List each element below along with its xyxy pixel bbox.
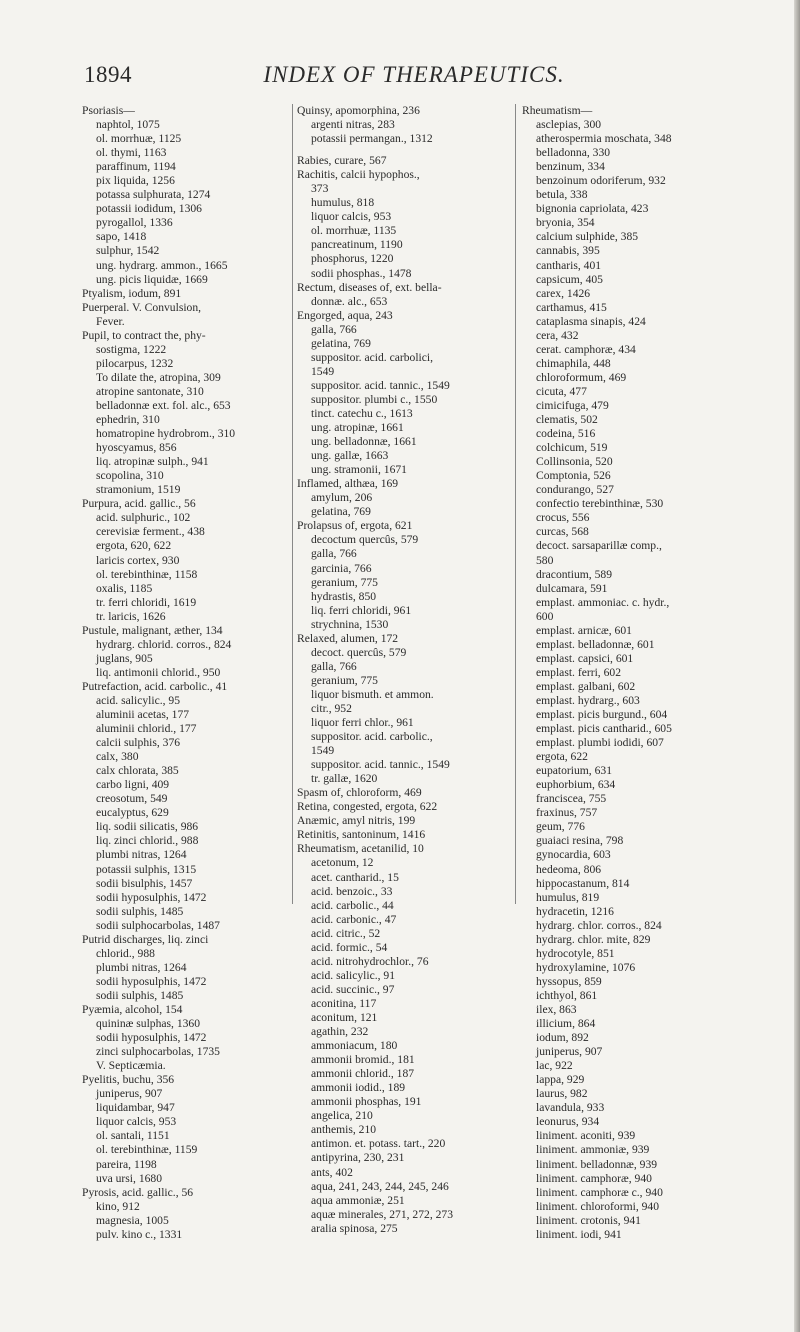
index-subentry: V. Septicæmia.	[96, 1059, 166, 1073]
index-subentry: lac, 922	[536, 1059, 573, 1073]
index-subentry: dracontium, 589	[536, 567, 612, 581]
index-subentry: liq. antimonii chlorid., 950	[96, 665, 221, 679]
index-subentry: ergota, 620, 622	[96, 539, 172, 553]
index-subentry: ung. picis liquidæ, 1669	[96, 272, 208, 286]
index-subentry: cerat. camphoræ, 434	[536, 342, 636, 356]
index-subentry: acid. formic., 54	[311, 940, 388, 954]
index-subentry: aluminii acetas, 177	[96, 708, 190, 722]
index-subentry: emplast. ferri, 602	[536, 665, 621, 679]
index-subentry: ants, 402	[311, 1165, 353, 1179]
index-subentry: ephedrin, 310	[96, 413, 160, 427]
index-subentry: creosotum, 549	[96, 792, 168, 806]
index-subentry: crocus, 556	[536, 511, 590, 525]
index-subentry: homatropine hydrobrom., 310	[96, 427, 236, 441]
index-subentry: bignonia capriolata, 423	[536, 202, 649, 216]
index-subentry: hydroxylamine, 1076	[536, 960, 636, 974]
index-subentry: emplast. capsici, 601	[536, 651, 634, 665]
index-subentry: benzinum, 334	[536, 160, 605, 174]
index-entry: Pyrosis, acid. gallic., 56	[82, 1185, 194, 1199]
index-subentry: garcinia, 766	[311, 561, 372, 575]
index-subentry: cera, 432	[536, 328, 579, 342]
index-subentry: ung. gallæ, 1663	[311, 449, 389, 463]
index-subentry: sodii hyposulphis, 1472	[96, 1031, 207, 1045]
index-subentry: Fever.	[96, 314, 125, 328]
index-subentry: ung. belladonnæ, 1661	[311, 435, 417, 449]
index-subentry: anthemis, 210	[311, 1123, 377, 1137]
index-subentry: tr. laricis, 1626	[96, 609, 166, 623]
index-subentry: ol. morrhuæ, 1135	[311, 224, 397, 238]
index-subentry: cimicifuga, 479	[536, 398, 609, 412]
index-subentry: cantharis, 401	[536, 258, 602, 272]
index-subentry: stramonium, 1519	[96, 483, 181, 497]
index-subentry: acetonum, 12	[311, 856, 374, 870]
index-subentry: liniment. camphoræ c., 940	[536, 1185, 663, 1199]
index-subentry: lavandula, 933	[536, 1101, 605, 1115]
index-subentry: galla, 766	[311, 659, 357, 673]
index-entry: Anæmic, amyl nitris, 199	[297, 814, 416, 828]
index-subentry: chimaphila, 448	[536, 356, 611, 370]
index-subentry: ol. thymi, 1163	[96, 146, 167, 160]
index-subentry: aconitina, 117	[311, 996, 377, 1010]
index-subentry: iodum, 892	[536, 1031, 589, 1045]
index-column-1	[82, 104, 292, 1242]
index-subentry: ol. morrhuæ, 1125	[96, 132, 182, 146]
index-entry: Rachitis, calcii hypophos.,	[297, 168, 420, 182]
index-entry: Pustule, malignant, æther, 134	[82, 623, 223, 637]
index-subentry: cannabis, 395	[536, 244, 600, 258]
index-subentry: capsicum, 405	[536, 272, 603, 286]
index-subentry: uva ursi, 1680	[96, 1171, 163, 1185]
index-subentry: acid. citric., 52	[311, 926, 381, 940]
index-entry: Engorged, aqua, 243	[297, 308, 393, 322]
index-subentry: sulphur, 1542	[96, 244, 160, 258]
index-subentry: hyssopus, 859	[536, 974, 602, 988]
index-subentry: sodii sulphis, 1485	[96, 904, 184, 918]
index-subentry: eupatorium, 631	[536, 764, 612, 778]
index-subentry: cerevisiæ ferment., 438	[96, 525, 205, 539]
index-subentry: sodii sulphis, 1485	[96, 988, 184, 1002]
index-subentry: pilocarpus, 1232	[96, 356, 174, 370]
index-subentry: dulcamara, 591	[536, 581, 608, 595]
index-subentry: aqua ammoniæ, 251	[311, 1193, 405, 1207]
index-subentry: sodii phosphas., 1478	[311, 266, 412, 280]
index-subentry: liq. atropinæ sulph., 941	[96, 455, 209, 469]
index-subentry: eucalyptus, 629	[96, 806, 169, 820]
index-subentry: Comptonia, 526	[536, 469, 611, 483]
index-subentry: laricis cortex, 930	[96, 553, 180, 567]
index-subentry: hydrarg. chlorid. corros., 824	[96, 637, 232, 651]
index-subentry: atherospermia moschata, 348	[536, 132, 672, 146]
index-subentry: emplast. picis cantharid., 605	[536, 722, 672, 736]
index-subentry: galla, 766	[311, 547, 357, 561]
index-subentry: magnesia, 1005	[96, 1213, 169, 1227]
index-subentry: liniment. camphoræ, 940	[536, 1171, 652, 1185]
index-subentry: ammonii iodid., 189	[311, 1081, 406, 1095]
column-rule-2	[515, 104, 516, 904]
index-subentry: antimon. et. potass. tart., 220	[311, 1137, 446, 1151]
index-subentry: carbo ligni, 409	[96, 778, 170, 792]
index-subentry: aralia spinosa, 275	[311, 1221, 398, 1235]
index-subentry: kino, 912	[96, 1199, 140, 1213]
index-subentry: pulv. kino c., 1331	[96, 1227, 183, 1241]
index-subentry: sodii bisulphis, 1457	[96, 876, 193, 890]
index-subentry: confectio terebinthinæ, 530	[536, 497, 664, 511]
index-subentry: suppositor. acid. tannic., 1549	[311, 378, 450, 392]
index-subentry: donnæ. alc., 653	[311, 294, 388, 308]
index-subentry: 1549	[311, 744, 335, 758]
index-subentry: ol. terebinthinæ, 1159	[96, 1143, 198, 1157]
index-subentry: cicuta, 477	[536, 384, 587, 398]
index-subentry: paraffinum, 1194	[96, 160, 176, 174]
index-subentry: asclepias, 300	[536, 118, 602, 132]
index-subentry: betula, 338	[536, 188, 588, 202]
index-subentry: acid. nitrohydrochlor., 76	[311, 954, 429, 968]
index-subentry: colchicum, 519	[536, 441, 608, 455]
index-subentry: phosphorus, 1220	[311, 252, 394, 266]
index-subentry: liq. sodii silicatis, 986	[96, 820, 199, 834]
index-subentry: liquidambar, 947	[96, 1101, 175, 1115]
index-subentry: illicium, 864	[536, 1017, 596, 1031]
index-subentry: ammonii bromid., 181	[311, 1053, 415, 1067]
index-subentry: liniment. chloroformi, 940	[536, 1199, 660, 1213]
index-subentry: calcium sulphide, 385	[536, 230, 639, 244]
index-subentry: galla, 766	[311, 322, 357, 336]
index-subentry: plumbi nitras, 1264	[96, 960, 187, 974]
index-subentry: acid. sulphuric., 102	[96, 511, 191, 525]
index-subentry: ung. hydrarg. ammon., 1665	[96, 258, 228, 272]
index-subentry: pyrogallol, 1336	[96, 216, 173, 230]
index-entry: Putrefaction, acid. carbolic., 41	[82, 679, 228, 693]
index-subentry: ichthyol, 861	[536, 988, 598, 1002]
index-subentry: emplast. arnicæ, 601	[536, 623, 632, 637]
index-subentry: hydrarg. chlor. mite, 829	[536, 932, 651, 946]
index-subentry: gelatina, 769	[311, 505, 371, 519]
index-entry: Rheumatism—	[522, 104, 593, 117]
index-subentry: tr. ferri chloridi, 1619	[96, 595, 197, 609]
index-subentry: sapo, 1418	[96, 230, 147, 244]
index-subentry: emplast. galbani, 602	[536, 679, 636, 693]
index-subentry: decoct. quercûs, 579	[311, 645, 407, 659]
index-subentry: antipyrina, 230, 231	[311, 1151, 405, 1165]
index-subentry: ol. terebinthinæ, 1158	[96, 567, 198, 581]
column-rule-1	[292, 104, 293, 904]
index-subentry: laurus, 982	[536, 1087, 588, 1101]
page-number: 1894	[84, 62, 132, 87]
index-subentry: 1549	[311, 364, 335, 378]
index-subentry: potassa sulphurata, 1274	[96, 188, 211, 202]
running-title: INDEX OF THERAPEUTICS.	[263, 62, 565, 87]
index-subentry: atropine santonate, 310	[96, 384, 204, 398]
index-subentry: acid. salicylic., 95	[96, 693, 181, 707]
index-entry: Rabies, curare, 567	[297, 154, 387, 168]
index-subentry: tr. gallæ, 1620	[311, 772, 378, 786]
index-subentry: aquæ minerales, 271, 272, 273	[311, 1207, 454, 1221]
index-entry: Prolapsus of, ergota, 621	[297, 519, 413, 533]
index-subentry: strychnina, 1530	[311, 617, 389, 631]
index-subentry: codeina, 516	[536, 427, 596, 441]
index-subentry: pancreatinum, 1190	[311, 238, 403, 252]
index-subentry: liquor calcis, 953	[96, 1115, 177, 1129]
index-subentry: condurango, 527	[536, 483, 614, 497]
index-subentry: potassii permangan., 1312	[311, 132, 433, 146]
index-subentry: hyoscyamus, 856	[96, 441, 177, 455]
index-subentry: ammoniacum, 180	[311, 1039, 398, 1053]
index-subentry: curcas, 568	[536, 525, 589, 539]
index-subentry: suppositor. acid. carbolici,	[311, 350, 434, 364]
index-subentry: zinci sulphocarbolas, 1735	[96, 1045, 220, 1059]
index-subentry: clematis, 502	[536, 413, 598, 427]
index-column-2	[297, 104, 513, 1236]
index-entry: Puerperal. V. Convulsion,	[82, 300, 202, 314]
index-subentry: ammonii chlorid., 187	[311, 1067, 415, 1081]
index-subentry: bryonia, 354	[536, 216, 595, 230]
index-subentry: hydracetin, 1216	[536, 904, 614, 918]
index-subentry: oxalis, 1185	[96, 581, 153, 595]
index-column-3	[522, 104, 738, 1242]
index-entry: Rectum, diseases of, ext. bella-	[297, 280, 442, 294]
index-subentry: aluminii chlorid., 177	[96, 722, 197, 736]
index-entry: Pyæmia, alcohol, 154	[82, 1003, 183, 1016]
index-subentry: carthamus, 415	[536, 300, 607, 314]
index-subentry: carex, 1426	[536, 286, 591, 300]
index-subentry: argenti nitras, 283	[311, 118, 395, 132]
index-subentry: geranium, 775	[311, 673, 378, 687]
index-subentry: hydrarg. chlor. corros., 824	[536, 918, 662, 932]
index-entry: Psoriasis—	[82, 104, 135, 117]
index-subentry: acid. carbolic., 44	[311, 898, 394, 912]
index-subentry: pix liquida, 1256	[96, 174, 175, 188]
index-subentry: liniment. iodi, 941	[536, 1227, 622, 1241]
index-subentry: franciscea, 755	[536, 792, 607, 806]
index-subentry: liniment. aconiti, 939	[536, 1129, 636, 1143]
index-subentry: calx chlorata, 385	[96, 764, 179, 778]
index-subentry: suppositor. plumbi c., 1550	[311, 392, 438, 406]
index-entry: Inflamed, althæa, 169	[297, 477, 399, 491]
index-entry: Pupil, to contract the, phy-	[82, 328, 206, 342]
index-subentry: tinct. catechu c., 1613	[311, 406, 413, 420]
index-subentry: guaiaci resina, 798	[536, 834, 624, 848]
index-subentry: liq. ferri chloridi, 961	[311, 603, 412, 617]
index-subentry: decoctum quercûs, 579	[311, 533, 419, 547]
index-subentry: agathin, 232	[311, 1025, 369, 1039]
index-subentry: geranium, 775	[311, 575, 378, 589]
index-subentry: gelatina, 769	[311, 336, 371, 350]
index-subentry: belladonnæ ext. fol. alc., 653	[96, 398, 231, 412]
index-subentry: geum, 776	[536, 820, 585, 834]
index-entry: Spasm of, chloroform, 469	[297, 786, 422, 800]
index-subentry: ol. santali, 1151	[96, 1129, 170, 1143]
index-subentry: fraxinus, 757	[536, 806, 598, 820]
index-subentry: juniperus, 907	[96, 1087, 163, 1101]
index-subentry: liniment. crotonis, 941	[536, 1213, 641, 1227]
index-subentry: suppositor. acid. tannic., 1549	[311, 758, 450, 772]
index-subentry: 600	[536, 609, 554, 623]
index-subentry: emplast. belladonnæ, 601	[536, 637, 655, 651]
index-subentry: emplast. picis burgund., 604	[536, 708, 668, 722]
index-subentry: potassii sulphis, 1315	[96, 862, 197, 876]
index-subentry: hydrocotyle, 851	[536, 946, 615, 960]
index-entry: Quinsy, apomorphina, 236	[297, 104, 420, 117]
index-subentry: To dilate the, atropina, 309	[96, 370, 221, 384]
index-subentry: leonurus, 934	[536, 1115, 600, 1129]
index-subentry: acid. succinic., 97	[311, 982, 395, 996]
index-subentry: chlorid., 988	[96, 946, 155, 960]
index-subentry: Collinsonia, 520	[536, 455, 613, 469]
index-subentry: humulus, 818	[311, 196, 375, 210]
index-subentry: liniment. belladonnæ, 939	[536, 1157, 658, 1171]
index-subentry: liquor ferri chlor., 961	[311, 716, 414, 730]
index-subentry: gynocardia, 603	[536, 848, 611, 862]
index-subentry: hedeoma, 806	[536, 862, 602, 876]
index-subentry: sodii sulphocarbolas, 1487	[96, 918, 220, 932]
index-subentry: emplast. plumbi iodidi, 607	[536, 736, 664, 750]
index-subentry: liq. zinci chlorid., 988	[96, 834, 199, 848]
index-subentry: acid. benzoic., 33	[311, 884, 393, 898]
index-subentry: hydrastis, 850	[311, 589, 377, 603]
index-entry: Rheumatism, acetanilid, 10	[297, 842, 424, 856]
index-subentry: liniment. ammoniæ, 939	[536, 1143, 650, 1157]
index-subentry: suppositor. acid. carbolic.,	[311, 730, 433, 744]
index-subentry: decoct. sarsaparillæ comp.,	[536, 539, 662, 553]
index-subentry: cataplasma sinapis, 424	[536, 314, 646, 328]
index-subentry: 373	[311, 182, 329, 196]
index-subentry: angelica, 210	[311, 1109, 373, 1123]
index-subentry: hippocastanum, 814	[536, 876, 630, 890]
index-subentry: ammonii phosphas, 191	[311, 1095, 422, 1109]
index-subentry: calx, 380	[96, 750, 139, 764]
index-subentry: aqua, 241, 243, 244, 245, 246	[311, 1179, 449, 1193]
index-subentry: acid. salicylic., 91	[311, 968, 396, 982]
index-subentry: ilex, 863	[536, 1003, 577, 1016]
index-entry: Retinitis, santoninum, 1416	[297, 828, 426, 842]
index-subentry: juglans, 905	[96, 651, 153, 665]
index-subentry: sostigma, 1222	[96, 342, 167, 356]
index-subentry: chloroformum, 469	[536, 370, 627, 384]
index-subentry: citr., 952	[311, 701, 352, 715]
index-subentry: liquor bismuth. et ammon.	[311, 687, 434, 701]
index-entry: Purpura, acid. gallic., 56	[82, 497, 196, 511]
index-subentry: naphtol, 1075	[96, 118, 160, 132]
index-subentry: lappa, 929	[536, 1073, 585, 1087]
index-entry: Pyelitis, buchu, 356	[82, 1073, 175, 1087]
page-header	[84, 62, 744, 88]
index-subentry: scopolina, 310	[96, 469, 164, 483]
index-subentry: sodii hyposulphis, 1472	[96, 974, 207, 988]
index-subentry: quininæ sulphas, 1360	[96, 1017, 201, 1031]
index-subentry: pareira, 1198	[96, 1157, 157, 1171]
index-subentry: liquor calcis, 953	[311, 210, 392, 224]
index-subentry: juniperus, 907	[536, 1045, 603, 1059]
entry-gap	[297, 146, 513, 154]
index-subentry: plumbi nitras, 1264	[96, 848, 187, 862]
index-subentry: acet. cantharid., 15	[311, 870, 399, 884]
index-subentry: calcii sulphis, 376	[96, 736, 181, 750]
index-subentry: ung. stramonii, 1671	[311, 463, 407, 477]
index-subentry: acid. carbonic., 47	[311, 912, 397, 926]
index-subentry: sodii hyposulphis, 1472	[96, 890, 207, 904]
index-entry: Relaxed, alumen, 172	[297, 631, 399, 645]
index-subentry: emplast. ammoniac. c. hydr.,	[536, 595, 670, 609]
index-entry: Ptyalism, iodum, 891	[82, 286, 182, 300]
index-subentry: euphorbium, 634	[536, 778, 616, 792]
index-subentry: ung. atropinæ, 1661	[311, 421, 404, 435]
index-subentry: ergota, 622	[536, 750, 588, 764]
index-subentry: 580	[536, 553, 554, 567]
index-subentry: benzoinum odoriferum, 932	[536, 174, 666, 188]
index-subentry: belladonna, 330	[536, 146, 611, 160]
index-subentry: aconitum, 121	[311, 1011, 378, 1024]
index-entry: Putrid discharges, liq. zinci	[82, 932, 209, 946]
index-subentry: emplast. hydrarg., 603	[536, 693, 640, 707]
index-subentry: potassii iodidum, 1306	[96, 202, 202, 216]
index-subentry: humulus, 819	[536, 890, 600, 904]
index-entry: Retina, congested, ergota, 622	[297, 800, 438, 814]
page-edge-shadow	[794, 0, 800, 1332]
index-subentry: amylum, 206	[311, 491, 373, 505]
